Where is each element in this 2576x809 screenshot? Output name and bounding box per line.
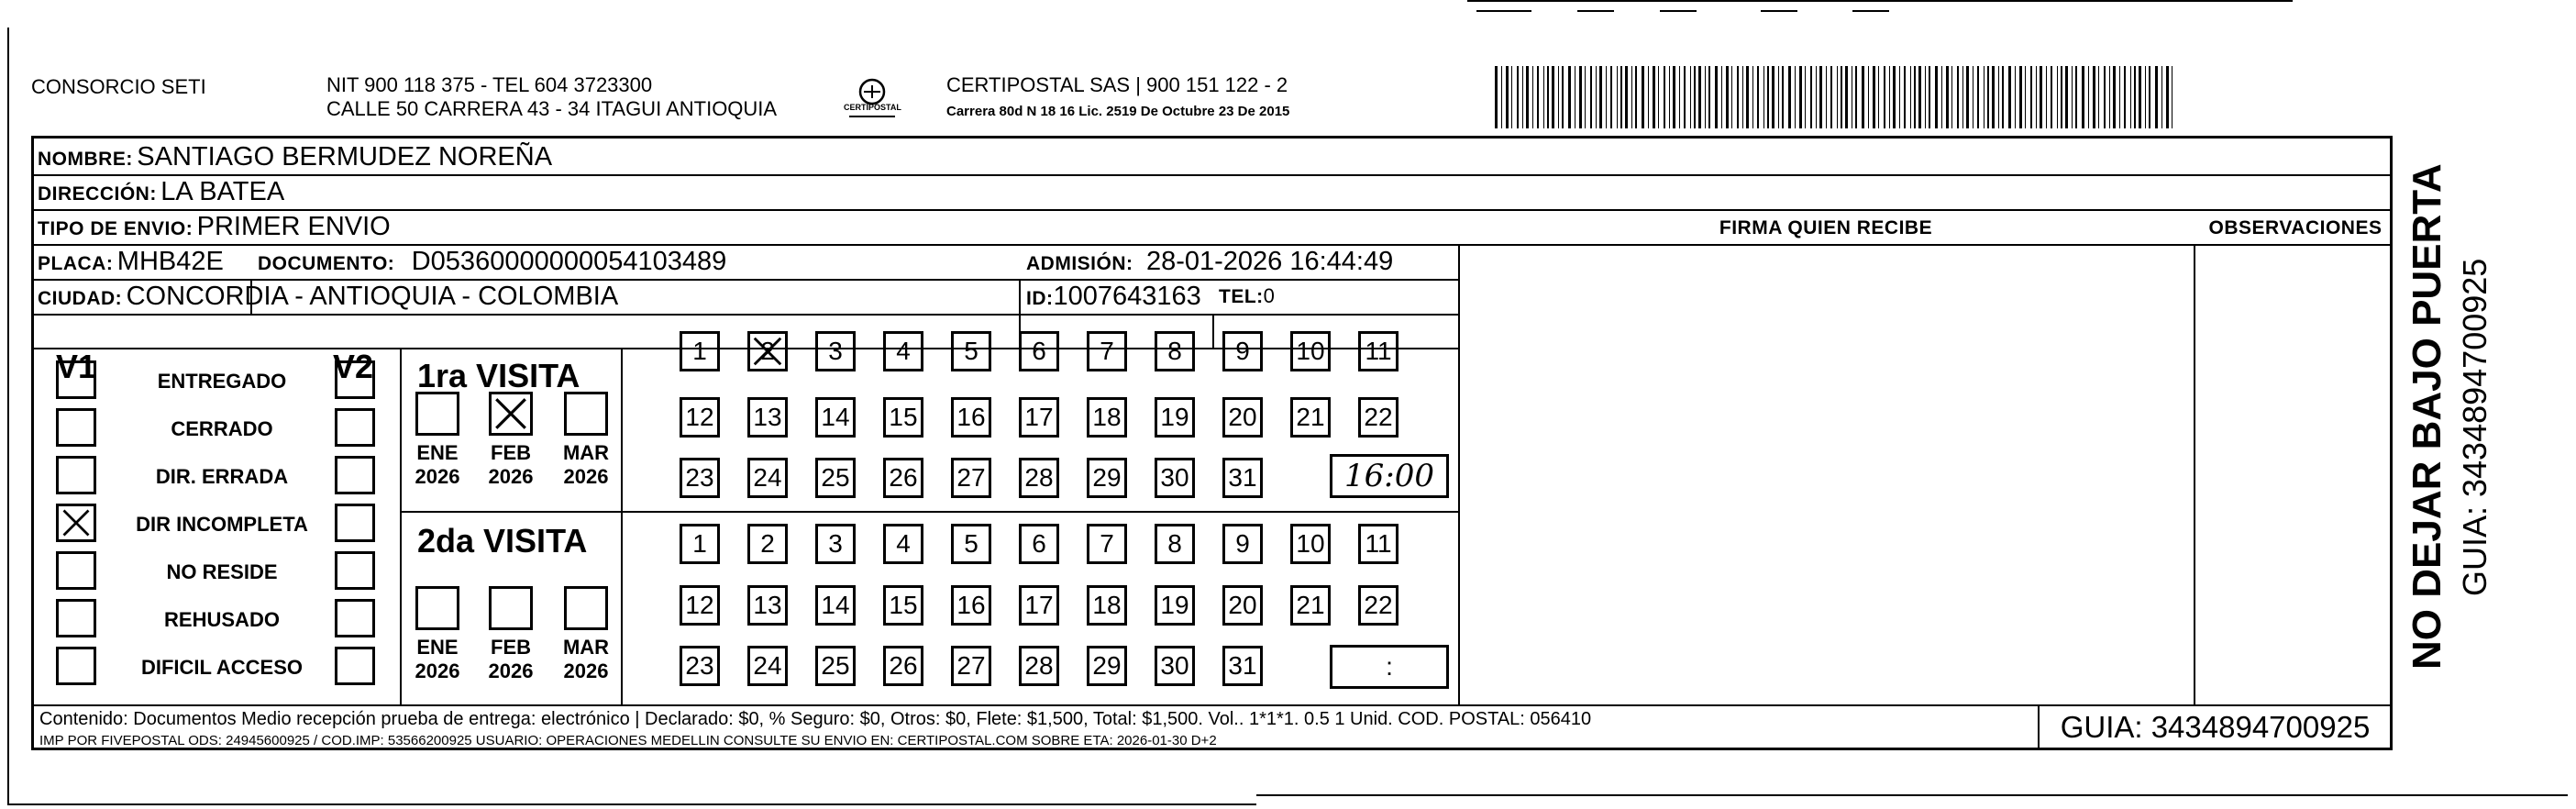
- id-label: ID:: [1026, 288, 1054, 309]
- month-year: 2026: [415, 465, 460, 488]
- day-box[interactable]: 24: [747, 458, 788, 498]
- month-checkbox[interactable]: [564, 586, 608, 630]
- day-box[interactable]: 17: [1019, 397, 1059, 438]
- scan-artifact-line: [1660, 10, 1697, 12]
- barcode-bar: [2088, 66, 2089, 128]
- barcode-bar: [1669, 66, 1670, 128]
- barcode-bar: [1810, 66, 1812, 128]
- barcode-bar: [2113, 66, 2116, 128]
- barcode-bar: [1763, 66, 1764, 128]
- contenido-text: Contenido: Documentos Medio recepción prueba de entrega: electrónico | Declarado: $0, % Seguro: $0, Otros: $0, Flete: $1,500, Total: $1,500. Vol.. 1*1*1. 0.5 1 Unid. COD. POSTAL: 056410: [39, 709, 1592, 729]
- day-box[interactable]: 11: [1358, 524, 1399, 564]
- day-box[interactable]: 25: [815, 458, 856, 498]
- day-box[interactable]: 13: [747, 585, 788, 626]
- barcode-bar: [1698, 66, 1701, 128]
- v1-label: V1: [56, 348, 97, 385]
- barcode-bar: [1631, 66, 1632, 128]
- day-box[interactable]: 6: [1019, 331, 1059, 371]
- day-box[interactable]: 20: [1222, 397, 1263, 438]
- visit1-time-field[interactable]: 16:00: [1330, 454, 1449, 498]
- day-box[interactable]: 22: [1358, 585, 1399, 626]
- barcode-bar: [2072, 66, 2073, 128]
- barcode-bar: [1501, 66, 1502, 128]
- status-label: REHUSADO: [164, 608, 280, 631]
- barcode-bar: [1625, 66, 1628, 128]
- day-box[interactable]: 12: [680, 585, 720, 626]
- scan-artifact-line: [1577, 10, 1614, 12]
- day-box[interactable]: 15: [883, 397, 923, 438]
- day-box[interactable]: 15: [883, 585, 923, 626]
- barcode-bar: [1819, 66, 1822, 128]
- barcode-bar: [2019, 66, 2022, 128]
- barcode-bar: [1966, 66, 1969, 128]
- month-label: [405, 636, 470, 683]
- observaciones-label: OBSERVACIONES: [2208, 217, 2383, 238]
- day-box[interactable]: 16: [951, 585, 991, 626]
- day-box[interactable]: 27: [951, 646, 991, 686]
- day-box[interactable]: 17: [1019, 585, 1059, 626]
- barcode-bar: [1962, 66, 1963, 128]
- visit1-days-row-2: [680, 397, 1399, 438]
- month-year: 2026: [563, 465, 609, 488]
- day-box[interactable]: 12: [680, 397, 720, 438]
- company-name: CONSORCIO SETI: [31, 75, 206, 98]
- v1-checkbox[interactable]: [56, 551, 96, 590]
- barcode-bar: [1929, 66, 1930, 128]
- barcode-bar: [2075, 66, 2077, 128]
- barcode-bar: [1746, 66, 1749, 128]
- day-box[interactable]: 19: [1155, 397, 1195, 438]
- documento-label: DOCUMENTO:: [258, 253, 395, 274]
- barcode-bar: [1742, 66, 1743, 128]
- barcode-bar: [1737, 66, 1739, 128]
- barcode-bar: [1987, 66, 1989, 128]
- barcode-bar: [1715, 66, 1718, 128]
- day-box[interactable]: 22: [1358, 397, 1399, 438]
- certipostal-logo: [842, 73, 902, 125]
- month-name: ENE: [416, 441, 459, 464]
- barcode-bar: [1590, 66, 1592, 128]
- barcode-bar: [1543, 66, 1544, 128]
- barcode-bar: [1579, 66, 1582, 128]
- barcode-bar: [1977, 66, 1979, 128]
- barcode-bar: [1694, 66, 1696, 128]
- barcode-bar: [1878, 66, 1879, 128]
- day-box[interactable]: 10: [1290, 331, 1331, 371]
- barcode-bar: [1658, 66, 1659, 128]
- day-box[interactable]: 7: [1087, 331, 1127, 371]
- barcode-bar: [1690, 66, 1691, 128]
- admision-label: ADMISIÓN:: [1026, 253, 1133, 274]
- month-name: ENE: [416, 636, 459, 659]
- barcode-bar: [1726, 66, 1729, 128]
- barcode-bar: [1957, 66, 1959, 128]
- barcode-bar: [1599, 66, 1602, 128]
- day-box[interactable]: 19: [1155, 585, 1195, 626]
- day-box[interactable]: 29: [1087, 646, 1127, 686]
- barcode-bar: [1731, 66, 1732, 128]
- day-box[interactable]: 2: [747, 524, 788, 564]
- tipo-envio-label: TIPO DE ENVIO:: [38, 218, 193, 239]
- barcode-bar: [1795, 66, 1796, 128]
- carrier-line: CERTIPOSTAL SAS | 900 151 122 - 2: [946, 73, 1288, 96]
- barcode-bar: [2161, 66, 2162, 128]
- v2-label: V2: [333, 348, 374, 385]
- barcode-bar: [1606, 66, 1607, 128]
- month-year: 2026: [563, 659, 609, 682]
- day-box[interactable]: 11: [1358, 331, 1399, 371]
- visit1-title: 1ra VISITA: [417, 357, 580, 394]
- outer-bottom-border: [1256, 794, 2568, 796]
- day-box[interactable]: 1: [680, 331, 720, 371]
- firma-label: FIRMA QUIEN RECIBE: [1719, 217, 1933, 238]
- barcode-bar: [1992, 66, 1995, 128]
- delivery-form: [31, 136, 2393, 750]
- v2-checkbox[interactable]: [335, 456, 375, 494]
- status-label: DIFICIL ACCESO: [140, 656, 303, 679]
- barcode-bar: [1788, 66, 1791, 128]
- barcode-bar: [2025, 66, 2026, 128]
- day-box[interactable]: 3: [815, 331, 856, 371]
- barcode-bar: [1532, 66, 1533, 128]
- barcode-bar: [1951, 66, 1952, 128]
- day-box[interactable]: 8: [1155, 524, 1195, 564]
- day-box[interactable]: 18: [1087, 585, 1127, 626]
- day-box[interactable]: 23: [680, 458, 720, 498]
- day-box[interactable]: 18: [1087, 397, 1127, 438]
- tel-value: 0: [1263, 284, 1275, 307]
- month-name: MAR: [562, 441, 610, 464]
- barcode-bar: [1925, 66, 1926, 128]
- side-warning: NO DEJAR BAJO PUERTA: [2405, 163, 2449, 670]
- barcode-bar: [1526, 66, 1529, 128]
- month-year: 2026: [415, 659, 460, 682]
- barcode-bar: [1918, 66, 1921, 128]
- barcode-bar: [1837, 66, 1838, 128]
- barcode-bar: [1884, 66, 1885, 128]
- barcode-bar: [1673, 66, 1675, 128]
- barcode-bar: [1904, 66, 1906, 128]
- scan-artifact-line: [1476, 10, 1531, 12]
- barcode-bar: [2119, 66, 2120, 128]
- barcode-bar: [1910, 66, 1911, 128]
- status-label: DIR. ERRADA: [155, 465, 289, 488]
- id-value: 1007643163: [1053, 282, 1201, 311]
- visit1-days-row-1: [680, 331, 1399, 371]
- barcode-bar: [1757, 66, 1759, 128]
- day-box[interactable]: 8: [1155, 331, 1195, 371]
- barcode-bar: [1899, 66, 1900, 128]
- day-box[interactable]: 20: [1222, 585, 1263, 626]
- barcode-bar: [1767, 66, 1769, 128]
- v1-checkbox[interactable]: [56, 647, 96, 685]
- barcode-bar: [1826, 66, 1827, 128]
- barcode-bar: [1799, 66, 1802, 128]
- barcode-bar: [1552, 66, 1554, 128]
- status-label: NO RESIDE: [166, 560, 278, 583]
- day-box[interactable]: 16: [951, 397, 991, 438]
- v1-checkbox[interactable]: [56, 504, 96, 542]
- barcode-bar: [2040, 66, 2042, 128]
- barcode-bar: [2057, 66, 2058, 128]
- barcode-bar: [1772, 66, 1774, 128]
- barcode-bar: [2145, 66, 2146, 128]
- barcode-bar: [1845, 66, 1848, 128]
- barcode-bar: [1610, 66, 1612, 128]
- barcode-bar: [1855, 66, 1857, 128]
- day-box[interactable]: 21: [1290, 397, 1331, 438]
- tipo-envio-value: PRIMER ENVIO: [196, 212, 391, 241]
- visit2-days-row-2: [680, 585, 1399, 626]
- license-line: Carrera 80d N 18 16 Lic. 2519 De Octubre 23 De 2015: [946, 104, 1290, 119]
- v1-checkbox[interactable]: [56, 408, 96, 447]
- barcode-bar: [2093, 66, 2095, 128]
- barcode-bar: [1816, 66, 1817, 128]
- day-box[interactable]: 3: [815, 524, 856, 564]
- month-year: 2026: [488, 465, 534, 488]
- barcode-bar: [1862, 66, 1864, 128]
- barcode-bar: [1568, 66, 1571, 128]
- barcode-bar: [1721, 66, 1722, 128]
- tel-label: TEL:: [1219, 286, 1264, 307]
- barcode-bar: [1868, 66, 1869, 128]
- barcode-bar: [2124, 66, 2126, 128]
- day-box[interactable]: 10: [1290, 524, 1331, 564]
- barcode-bar: [1841, 66, 1842, 128]
- scan-artifact-line: [1467, 0, 2293, 2]
- nit-line: NIT 900 118 375 - TEL 604 3723300: [326, 73, 653, 96]
- status-label: DIR INCOMPLETA: [136, 513, 308, 536]
- barcode-bar: [2030, 66, 2032, 128]
- day-box[interactable]: 6: [1019, 524, 1059, 564]
- barcode-bar: [1684, 66, 1686, 128]
- barcode-bar: [1596, 66, 1597, 128]
- visit2-time-field[interactable]: :: [1330, 645, 1449, 689]
- month-name: FEB: [491, 441, 531, 464]
- v1-checkbox[interactable]: [56, 360, 96, 399]
- day-box[interactable]: 4: [883, 524, 923, 564]
- barcode-bar: [1653, 66, 1655, 128]
- day-box[interactable]: 24: [747, 646, 788, 686]
- documento-value: D05360000000054103489: [411, 247, 727, 276]
- outer-left-border: [7, 28, 9, 805]
- placa-value: MHB42E: [116, 247, 224, 276]
- barcode-bar: [2155, 66, 2158, 128]
- barcode-bar: [1642, 66, 1644, 128]
- barcode-bar: [1705, 66, 1706, 128]
- barcode-bar: [1893, 66, 1896, 128]
- month-checkbox[interactable]: [415, 392, 459, 436]
- month-label: [479, 636, 543, 683]
- address-line: CALLE 50 CARRERA 43 - 34 ITAGUI ANTIOQUIA: [326, 97, 778, 120]
- v2-checkbox[interactable]: [335, 360, 375, 399]
- month-label: [405, 441, 470, 489]
- day-box[interactable]: 4: [883, 331, 923, 371]
- barcode-bar: [1517, 66, 1519, 128]
- nombre-value: SANTIAGO BERMUDEZ NOREÑA: [137, 142, 553, 172]
- month-label: [554, 441, 618, 489]
- barcode-bar: [2134, 66, 2136, 128]
- barcode-bar: [2065, 66, 2068, 128]
- imp-text: IMP POR FIVEPOSTAL ODS: 24945600925 / COD.IMP: 53566200925 USUARIO: OPERACIONES MEDELLIN CONSULTE SU ENVIO EN: CERTIPOSTAL.COM SOBRE ETA: 2026-01-30 D+2: [39, 733, 1217, 748]
- day-box[interactable]: 26: [883, 458, 923, 498]
- day-box[interactable]: 7: [1087, 524, 1127, 564]
- barcode-bar: [1620, 66, 1622, 128]
- day-box[interactable]: 25: [815, 646, 856, 686]
- day-box[interactable]: 5: [951, 331, 991, 371]
- month-name: MAR: [562, 636, 610, 659]
- day-box[interactable]: 29: [1087, 458, 1127, 498]
- scan-artifact-line: [1852, 10, 1889, 12]
- barcode-bar: [2015, 66, 2016, 128]
- day-box[interactable]: 31: [1222, 646, 1263, 686]
- barcode-bar: [2098, 66, 2099, 128]
- ciudad-value: CONCORDIA - ANTIOQUIA - COLOMBIA: [126, 282, 619, 311]
- barcode-bar: [1984, 66, 1985, 128]
- barcode-bar: [1941, 66, 1942, 128]
- outer-bottom-border: [7, 803, 1256, 805]
- footer-guia: GUIA: 3434894700925: [2060, 710, 2371, 744]
- barcode-bar: [1547, 66, 1549, 128]
- nombre-label: NOMBRE:: [38, 149, 133, 170]
- month-name: FEB: [491, 636, 531, 659]
- barcode-bar: [1708, 66, 1710, 128]
- barcode-bar: [2166, 66, 2169, 128]
- placa-label: PLACA:: [38, 253, 114, 274]
- barcode-bar: [1495, 66, 1498, 128]
- barcode-bar: [1522, 66, 1523, 128]
- day-box[interactable]: 30: [1155, 458, 1195, 498]
- day-box[interactable]: 26: [883, 646, 923, 686]
- scan-artifact-line: [1761, 10, 1797, 12]
- v2-checkbox[interactable]: [335, 408, 375, 447]
- day-box[interactable]: 28: [1019, 646, 1059, 686]
- barcode-bar: [1635, 66, 1637, 128]
- visit2-days-row-1: [680, 524, 1399, 564]
- day-box[interactable]: 2: [747, 331, 788, 371]
- barcode-bar: [1778, 66, 1779, 128]
- barcode-bar: [1506, 66, 1509, 128]
- day-box[interactable]: 14: [815, 397, 856, 438]
- status-label: CERRADO: [171, 417, 273, 440]
- barcode-bar: [2149, 66, 2150, 128]
- barcode-bar: [2061, 66, 2062, 128]
- day-box[interactable]: 23: [680, 646, 720, 686]
- v2-checkbox[interactable]: [335, 599, 375, 637]
- barcode-bar: [2109, 66, 2110, 128]
- month-checkbox[interactable]: [489, 392, 533, 436]
- barcode-bar: [2036, 66, 2037, 128]
- barcode-bar: [1585, 66, 1586, 128]
- month-label: [479, 441, 543, 489]
- side-guia: GUIA: 3434894700925: [2456, 258, 2493, 596]
- barcode-bar: [1935, 66, 1938, 128]
- day-box[interactable]: 9: [1222, 331, 1263, 371]
- barcode-bar: [1998, 66, 1999, 128]
- v2-checkbox[interactable]: [335, 551, 375, 590]
- barcode-bar: [1914, 66, 1916, 128]
- logo-text: CERTIPOSTAL: [844, 103, 901, 112]
- day-box[interactable]: 27: [951, 458, 991, 498]
- admision-value: 28-01-2026 16:44:49: [1145, 247, 1394, 276]
- barcode-bar: [2002, 66, 2004, 128]
- day-box[interactable]: 30: [1155, 646, 1195, 686]
- barcode-bar: [1782, 66, 1784, 128]
- day-box[interactable]: 21: [1290, 585, 1331, 626]
- day-box[interactable]: 13: [747, 397, 788, 438]
- direccion-value: LA BATEA: [160, 177, 285, 206]
- v1-checkbox[interactable]: [56, 599, 96, 637]
- barcode-bar: [2046, 66, 2047, 128]
- visit2-days-row-3: [680, 646, 1263, 686]
- month-label: [554, 636, 618, 683]
- barcode: [1495, 66, 2177, 128]
- direccion-label: DIRECCIÓN:: [38, 183, 157, 205]
- barcode-bar: [1562, 66, 1564, 128]
- barcode-bar: [2139, 66, 2141, 128]
- barcode-bar: [1889, 66, 1890, 128]
- month-checkbox[interactable]: [489, 586, 533, 630]
- status-label: ENTREGADO: [157, 370, 287, 393]
- barcode-bar: [1664, 66, 1665, 128]
- v2-checkbox[interactable]: [335, 504, 375, 542]
- month-year: 2026: [488, 659, 534, 682]
- barcode-bar: [1537, 66, 1539, 128]
- barcode-bar: [1648, 66, 1649, 128]
- barcode-bar: [2104, 66, 2106, 128]
- visit2-title: 2da VISITA: [417, 522, 588, 560]
- month-checkbox[interactable]: [564, 392, 608, 436]
- v1-checkbox[interactable]: [56, 456, 96, 494]
- barcode-bar: [2130, 66, 2131, 128]
- barcode-bar: [1679, 66, 1680, 128]
- day-box[interactable]: 5: [951, 524, 991, 564]
- v2-checkbox[interactable]: [335, 647, 375, 685]
- barcode-bar: [1752, 66, 1753, 128]
- visit1-days-row-3: [680, 458, 1263, 498]
- day-box[interactable]: 31: [1222, 458, 1263, 498]
- barcode-bar: [2082, 66, 2084, 128]
- month-checkbox[interactable]: [415, 586, 459, 630]
- barcode-bar: [1830, 66, 1832, 128]
- barcode-bar: [2051, 66, 2052, 128]
- day-box[interactable]: 1: [680, 524, 720, 564]
- barcode-bar: [1511, 66, 1512, 128]
- barcode-bar: [1873, 66, 1875, 128]
- barcode-bar: [1805, 66, 1806, 128]
- ciudad-label: CIUDAD:: [38, 288, 123, 309]
- barcode-bar: [1617, 66, 1618, 128]
- day-box[interactable]: 28: [1019, 458, 1059, 498]
- day-box[interactable]: 9: [1222, 524, 1263, 564]
- barcode-bar: [1946, 66, 1949, 128]
- barcode-bar: [1558, 66, 1559, 128]
- day-box[interactable]: 14: [815, 585, 856, 626]
- barcode-bar: [2008, 66, 2011, 128]
